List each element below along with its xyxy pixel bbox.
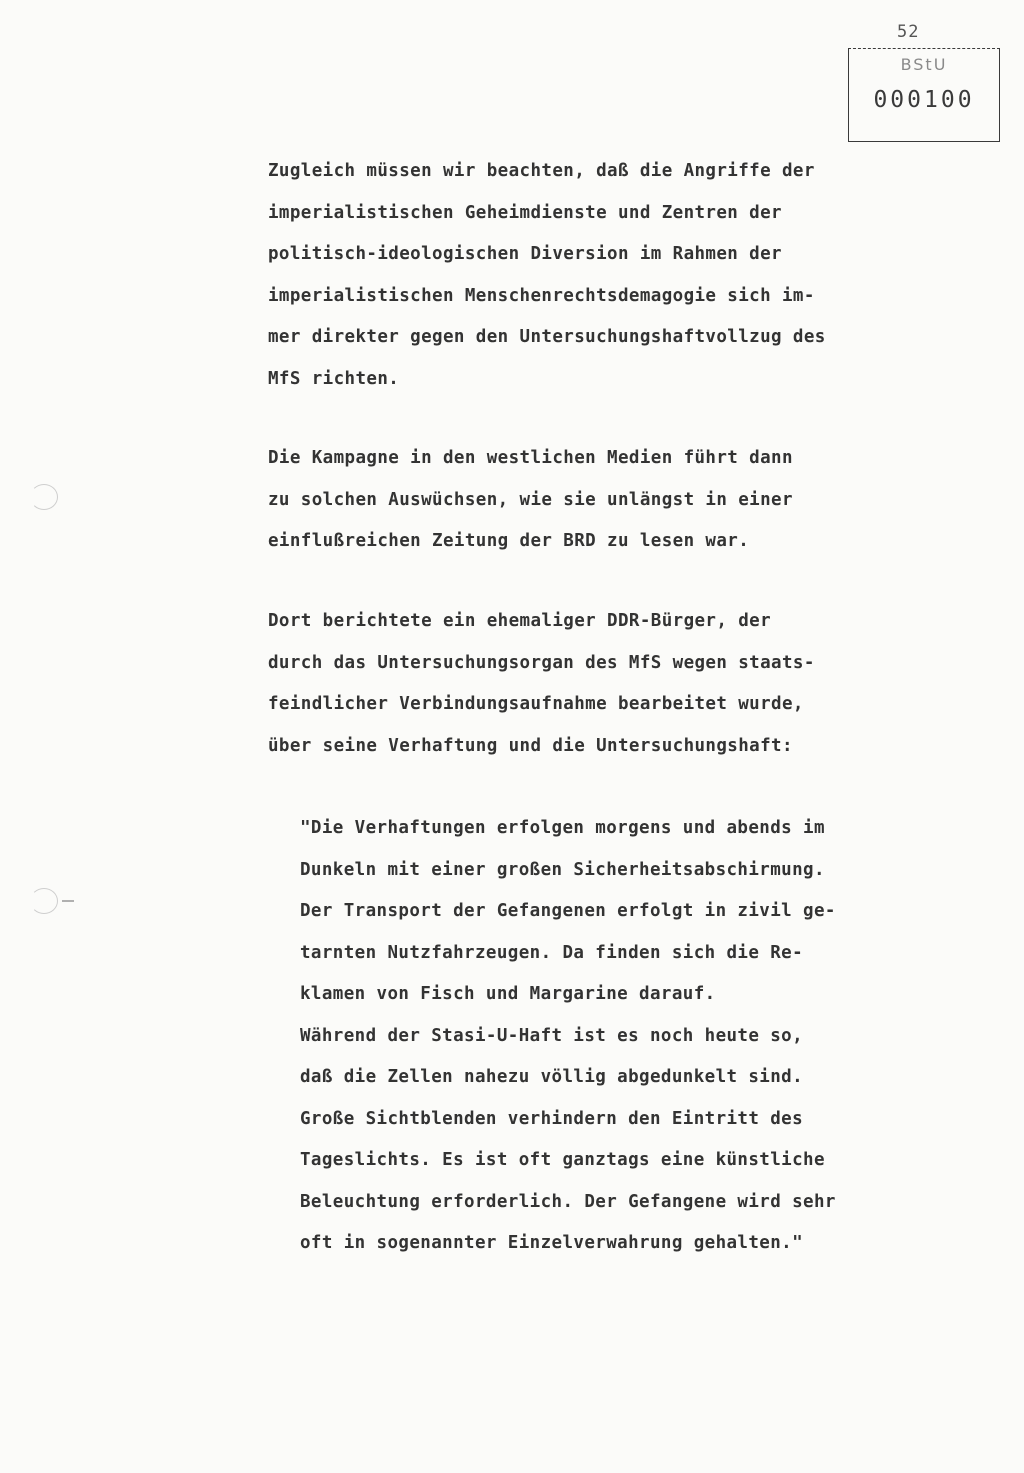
paragraph xyxy=(268,151,826,400)
text-line: Dunkeln mit einer großen Sicherheitsabschirmung. xyxy=(300,859,825,880)
text-line: daß die Zellen nahezu völlig abgedunkelt sind. xyxy=(300,1067,804,1087)
text-line: imperialistischen Menschenrechtsdemagogie sich im- xyxy=(268,285,815,306)
text-line: tarnten Nutzfahrzeugen. Da finden sich die Re- xyxy=(300,942,804,963)
text-line: Tageslichts. Es ist oft ganztags eine künstliche xyxy=(300,1150,825,1170)
text-line: politisch-ideologischen Diversion im Rahmen der xyxy=(268,244,782,264)
text-line: imperialistischen Geheimdienste und Zentren der xyxy=(268,202,782,223)
paragraph xyxy=(268,438,793,563)
text-line: oft in sogenannter Einzelverwahrung gehalten." xyxy=(300,1233,804,1253)
text-line: durch das Untersuchungsorgan des MfS wegen staats- xyxy=(268,652,815,673)
margin-mark xyxy=(62,900,74,902)
text-line: Während der Stasi-U-Haft ist es noch heute so, xyxy=(300,1025,804,1046)
punch-hole-mark xyxy=(30,484,58,510)
stamp-number: 000100 xyxy=(873,87,975,113)
text-line: Der Transport der Gefangenen erfolgt in zivil ge- xyxy=(300,901,836,921)
page-number: 52 xyxy=(897,22,920,42)
text-line: Beleuchtung erforderlich. Der Gefangene wird sehr xyxy=(300,1191,836,1212)
text-line: MfS richten. xyxy=(268,368,400,389)
text-line: klamen von Fisch und Margarine darauf. xyxy=(300,984,716,1004)
text-line: "Die Verhaftungen erfolgen morgens und abends im xyxy=(300,818,825,838)
text-line: feindlicher Verbindungsaufnahme bearbeitet wurde, xyxy=(268,694,804,714)
text-line: einflußreichen Zeitung der BRD zu lesen war. xyxy=(268,531,750,551)
text-line: Zugleich müssen wir beachten, daß die Angriffe der xyxy=(268,161,815,181)
text-line: über seine Verhaftung und die Untersuchungshaft: xyxy=(268,735,793,756)
stamp-org: BStU xyxy=(900,55,948,74)
archive-stamp xyxy=(848,48,1000,142)
block-quote xyxy=(300,808,836,1265)
text-line: mer direkter gegen den Untersuchungshaftvollzug des xyxy=(268,327,826,347)
text-line: Große Sichtblenden verhindern den Eintritt des xyxy=(300,1108,804,1129)
text-line: zu solchen Auswüchsen, wie sie unlängst in einer xyxy=(268,489,793,510)
text-line: Dort berichtete ein ehemaliger DDR-Bürger, der xyxy=(268,611,772,631)
punch-hole-mark xyxy=(30,888,58,914)
paragraph xyxy=(268,601,815,767)
text-line: Die Kampagne in den westlichen Medien führt dann xyxy=(268,448,793,468)
